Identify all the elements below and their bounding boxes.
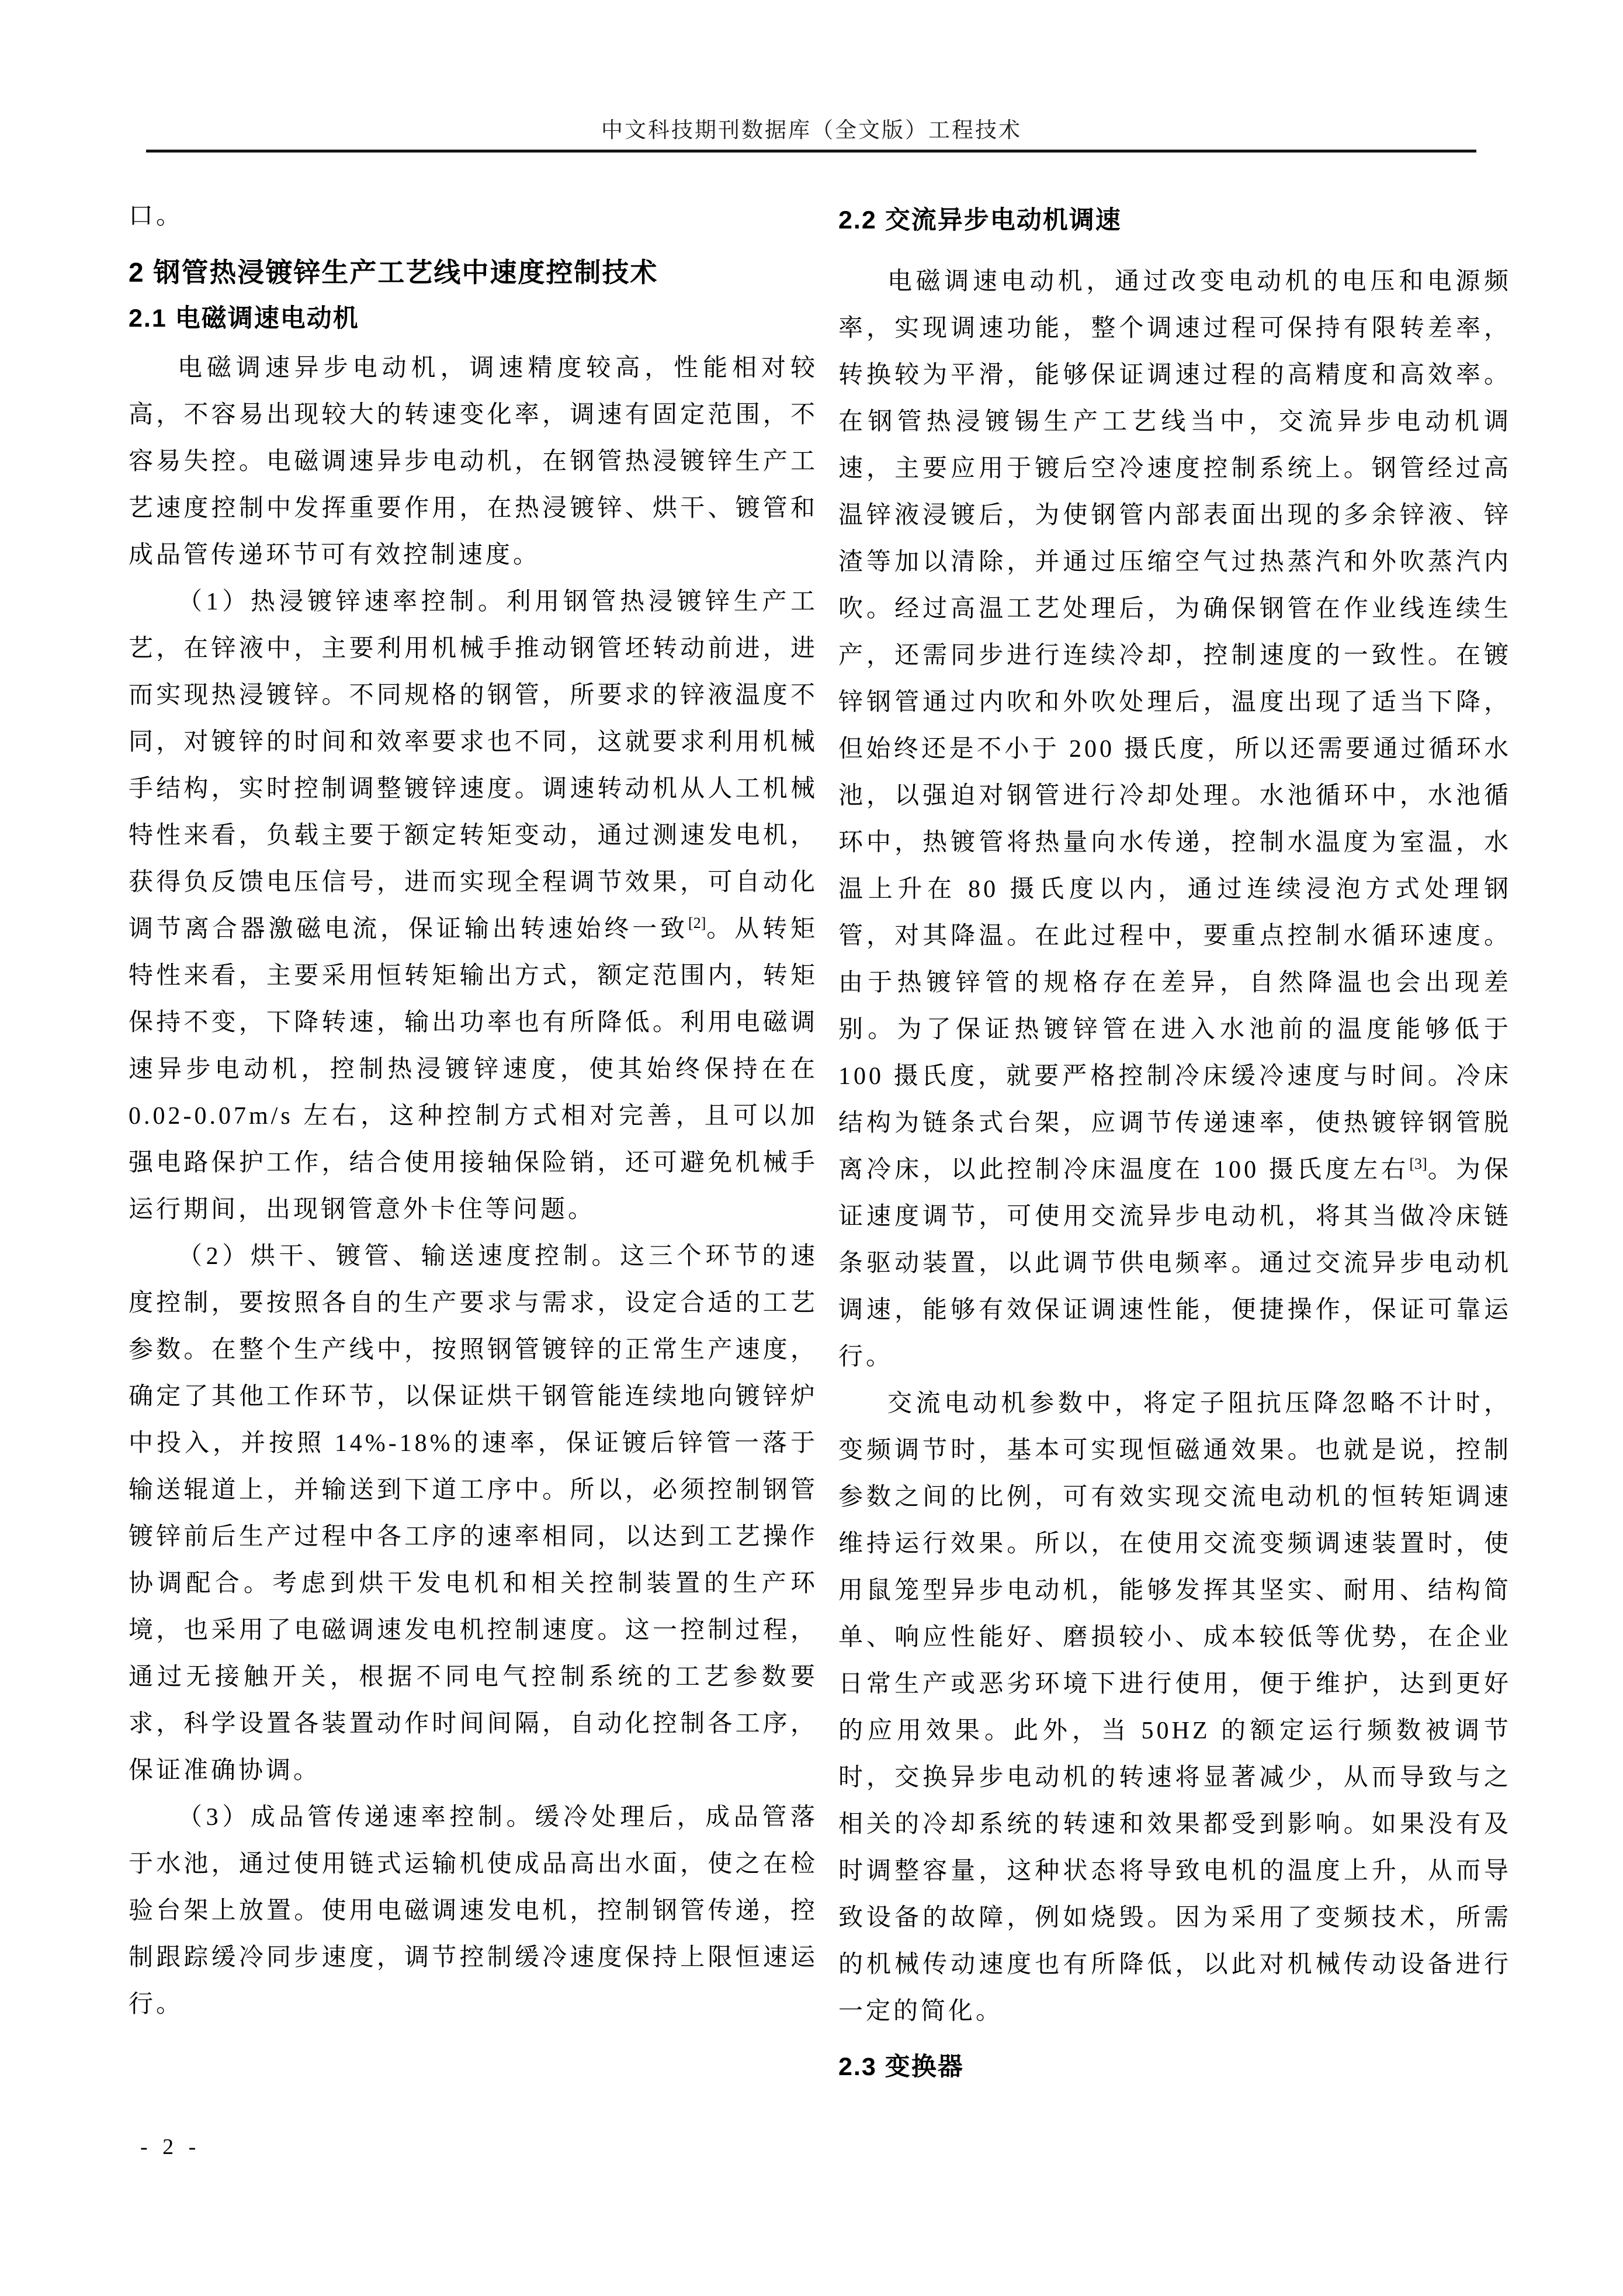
section-2-1-heading: 2.1 电磁调速电动机	[129, 304, 359, 333]
paragraph-ac-async-motor-speed	[838, 258, 1511, 1380]
right-column	[838, 193, 1511, 2093]
citation-ref-3: [3]	[1409, 1155, 1427, 1172]
paragraph-galvanizing-rate-control	[129, 579, 818, 1233]
paragraph-ac-motor-parameters: 交流电动机参数中，将定子阻抗压降忽略不计时，变频调节时，基本可实现恒磁通效果。也就是说，控制参数之间的比例，可有效实现交流电动机的恒转矩调速维持运行效果。所以，在使用交流变频调速装置时，使用鼠笼型异步电动机，能够发挥其坚实、耐用、结构简单、响应性能好、磨损较小、成本较低等优势，在企业日常生产或恶劣环境下进行使用，便于维护，达到更好的应用效果。此外，当 50HZ 的额定运行频数被调节时，交换异步电动机的转速将显著减少，从而导致与之相关的冷却系统的转速和效果都受到影响。如果没有及时调整容量，这种状态将导致电机的温度上升，从而导致设备的故障，例如烧毁。因为采用了变频技术，所需的机械传动速度也有所降低，以此对机械传动设备进行一定的简化。	[838, 1390, 1511, 2025]
left-column	[129, 193, 818, 2028]
page-number: - 2 -	[140, 2135, 201, 2159]
section-2-heading: 2 钢管热浸镀锌生产工艺线中速度控制技术	[129, 257, 658, 288]
journal-header-text: 中文科技期刊数据库（全文版）工程技术	[601, 119, 1022, 143]
paragraph-electromagnetic-motor: 电磁调速异步电动机，调速精度较高，性能相对较高，不容易出现较大的转速变化率，调速有固定范围，不容易失控。电磁调速异步电动机，在钢管热浸镀锌生产工艺速度控制中发挥重要作用，在热浸镀锌、烘干、镀管和成品管传递环节可有效控制速度。	[129, 355, 818, 569]
citation-ref-2: [2]	[688, 915, 706, 931]
paragraph-text: 。从转矩特性来看，主要采用恒转矩输出方式，额定范围内，转矩保持不变，下降转速，输出功率也有所降低。利用电磁调速异步电动机，控制热浸镀锌速度，使其始终保持在在 0.02-0.07m/s 左右，这种控制方式相对完善，且可以加强电路保护工作，结合使用接轴保险销，还可避免机械手运行期间，出现钢管意外卡住等问题。	[129, 916, 818, 1223]
paragraph-finished-pipe-transfer: （3）成品管传递速率控制。缓冷处理后，成品管落于水池，通过使用链式运输机使成品高出水面，使之在检验台架上放置。使用电磁调速发电机，控制钢管传递，控制跟踪缓冷同步速度，调节控制缓冷速度保持上限恒速运行。	[129, 1804, 818, 2018]
paragraph-text: 电磁调速电动机，通过改变电动机的电压和电源频率，实现调速功能，整个调速过程可保持有限转差率，转换较为平滑，能够保证调速过程的高精度和高效率。在钢管热浸镀锡生产工艺线当中，交流异步电动机调速，主要应用于镀后空冷速度控制系统上。钢管经过高温锌液浸镀后，为使钢管内部表面出现的多余锌液、锌渣等加以清除，并通过压缩空气过热蒸汽和外吹蒸汽内吹。经过高温工艺处理后，为确保钢管在作业线连续生产，还需同步进行连续冷却，控制速度的一致性。在镀锌钢管通过内吹和外吹处理后，温度出现了适当下降，但始终还是不小于 200 摄氏度，所以还需要通过循环水池，以强迫对钢管进行冷却处理。水池循环中，水池循环中，热镀管将热量向水传递，控制水温度为室温，水温上升在 80 摄氏度以内，通过连续浸泡方式处理钢管，对其降温。在此过程中，要重点控制水循环速度。由于热镀锌管的规格存在差异，自然降温也会出现差别。为了保证热镀锌管在进入水池前的温度能够低于 100 摄氏度，就要严格控制冷床缓冷速度与时间。冷床结构为链条式台架，应调节传递速率，使热镀锌钢管脱离冷床，以此控制冷床温度在 100 摄氏度左右	[838, 268, 1511, 1183]
paragraph-text: （1）热浸镀锌速率控制。利用钢管热浸镀锌生产工艺，在锌液中，主要利用机械手推动钢管坯转动前进，进而实现热浸镀锌。不同规格的钢管，所要求的锌液温度不同，对镀锌的时间和效率要求也不同，这就要求利用机械手结构，实时控制调整镀锌速度。调速转动机从人工机械特性来看，负载主要于额定转矩变动，通过测速发电机，获得负反馈电压信号，进而实现全程调节效果，可自动化调节离合器激磁电流，保证输出转速始终一致	[129, 588, 818, 943]
continuation-line: 口。	[129, 203, 184, 230]
header-divider	[146, 150, 1476, 153]
section-2-2-heading: 2.2 交流异步电动机调速	[838, 206, 1122, 234]
paragraph-drying-plating-conveying: （2）烘干、镀管、输送速度控制。这三个环节的速度控制，要按照各自的生产要求与需求，设定合适的工艺参数。在整个生产线中，按照钢管镀锌的正常生产速度，确定了其他工作环节，以保证烘干钢管能连续地向镀锌炉中投入，并按照 14%-18%的速率，保证镀后锌管一落于输送辊道上，并输送到下道工序中。所以，必须控制钢管镀锌前后生产过程中各工序的速率相同，以达到工艺操作协调配合。考虑到烘干发电机和相关控制装置的生产环境，也采用了电磁调速发电机控制速度。这一控制过程，通过无接触开关，根据不同电气控制系统的工艺参数要求，科学设置各装置动作时间间隔，自动化控制各工序，保证准确协调。	[129, 1243, 818, 1784]
section-2-3-heading: 2.3 变换器	[838, 2053, 964, 2081]
paragraph-text: 。为保证速度调节，可使用交流异步电动机，将其当做冷床链条驱动装置，以此调节供电频率。通过交流异步电动机调速，能够有效保证调速性能，便捷操作，保证可靠运行。	[838, 1156, 1511, 1370]
